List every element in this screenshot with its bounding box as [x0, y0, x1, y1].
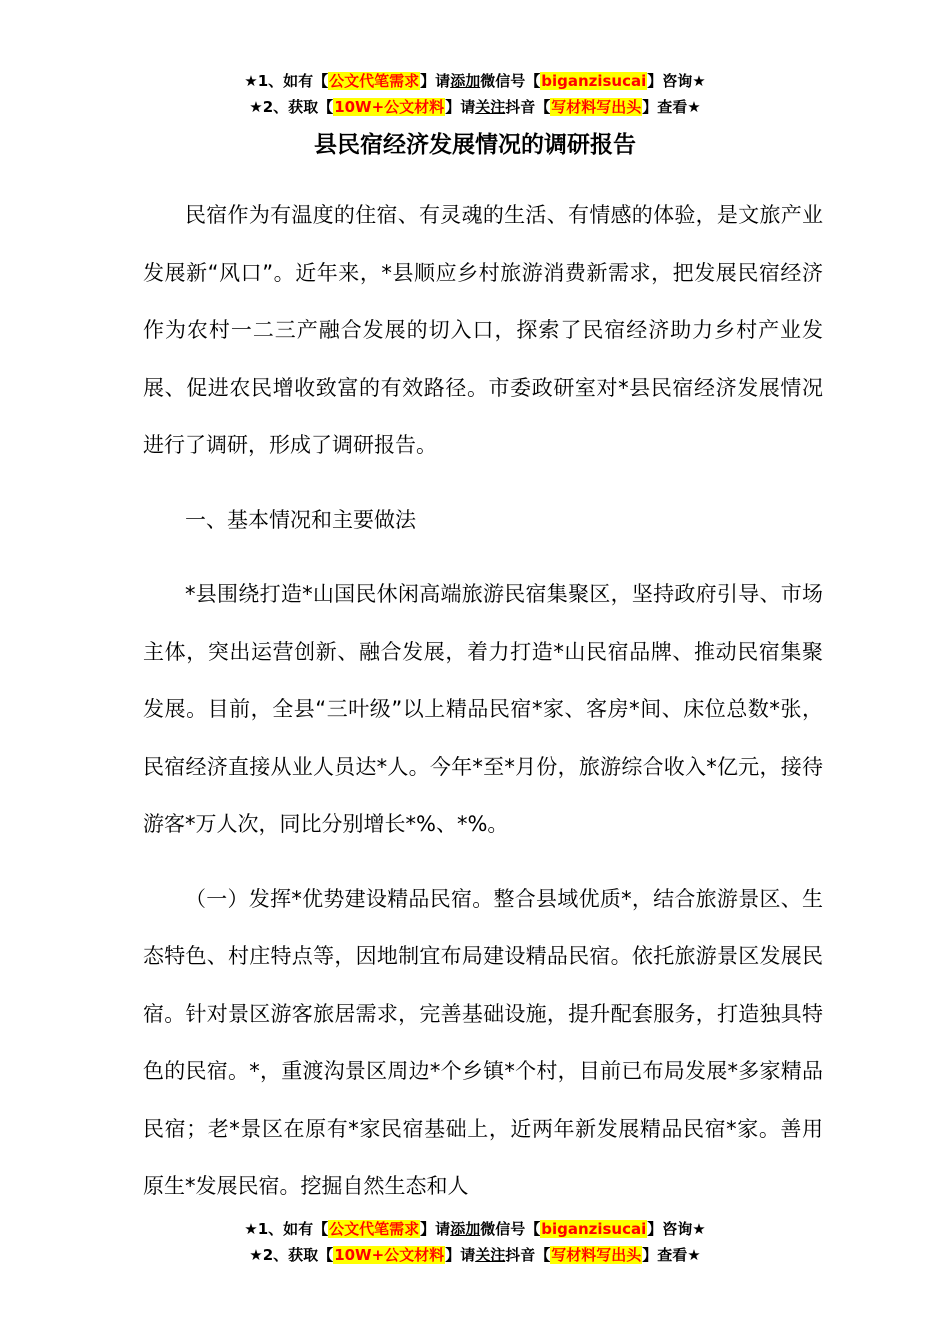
section-heading: 一、基本情况和主要做法	[185, 507, 416, 532]
promo-banner-bottom	[0, 1216, 950, 1268]
promo-text: 】查看★	[642, 1246, 701, 1264]
promo-text: 】咨询★	[647, 72, 706, 90]
promo-line-1	[0, 68, 950, 94]
promo-text: 微信号【	[480, 1220, 541, 1238]
promo-text: ★2、获取【	[249, 98, 334, 116]
document-title: 县民宿经济发展情况的调研报告	[314, 132, 636, 158]
promo-text: 】咨询★	[647, 1220, 706, 1238]
wechat-id: biganzisucai	[541, 1220, 647, 1238]
wechat-id: biganzisucai	[541, 72, 647, 90]
emphasis-text: 添加	[450, 1220, 481, 1238]
promo-line-2	[0, 94, 950, 120]
emphasis-text: 关注	[475, 98, 506, 116]
promo-line-2	[0, 1242, 950, 1268]
promo-text: 】请	[420, 1220, 451, 1238]
promo-text: 】请	[420, 72, 451, 90]
promo-text: ★1、如有【	[244, 1220, 329, 1238]
paragraph-subsection-1: （一）发挥*优势建设精品民宿。整合县域优质*，结合旅游景区、生态特色、村庄特点等，因地制宜布局建设精品民宿。依托旅游景区发展民宿。针对景区游客旅居需求，完善基础设施，提升配套服务，打造独具特色的民宿。*，重渡沟景区周边*个乡镇*个村，目前已布局发展*多家精品民宿；老*景区在原有*家民宿基础上，近两年新发展精品民宿*家。善用原生*发展民宿。挖掘自然生态和人	[143, 886, 823, 1198]
promo-banner-top	[0, 68, 950, 120]
douyin-account: 写材料写出头	[551, 1246, 642, 1264]
highlight-text: 公文代笔需求	[329, 72, 420, 90]
promo-text: 抖音【	[505, 1246, 551, 1264]
highlight-text: 10W+公文材料	[334, 1246, 445, 1264]
document-body	[143, 187, 823, 1216]
emphasis-text: 关注	[475, 1246, 506, 1264]
promo-text: ★2、获取【	[249, 1246, 334, 1264]
promo-text: 抖音【	[505, 98, 551, 116]
promo-text: 】查看★	[642, 98, 701, 116]
paragraph-intro: 民宿作为有温度的住宿、有灵魂的生活、有情感的体验，是文旅产业发展新“风口”。近年来，*县顺应乡村旅游消费新需求，把发展民宿经济作为农村一二三产融合发展的切入口，探索了民宿经济助力乡村产业发展、促进农民增收致富的有效路径。市委政研室对*县民宿经济发展情况进行了调研，形成了调研报告。	[143, 203, 823, 457]
douyin-account: 写材料写出头	[551, 98, 642, 116]
promo-text: 微信号【	[480, 72, 541, 90]
promo-text: 】请	[445, 1246, 476, 1264]
paragraph-basic-situation: *县围绕打造*山国民休闲高端旅游民宿集聚区，坚持政府引导、市场主体，突出运营创新、融合发展，着力打造*山民宿品牌、推动民宿集聚发展。目前，全县“三叶级”以上精品民宿*家、客房*间、床位总数*张，民宿经济直接从业人员达*人。今年*至*月份，旅游综合收入*亿元，接待游客*万人次，同比分别增长*%、*%。	[143, 582, 823, 836]
emphasis-text: 添加	[450, 72, 481, 90]
highlight-text: 公文代笔需求	[329, 1220, 420, 1238]
promo-text: ★1、如有【	[244, 72, 329, 90]
highlight-text: 10W+公文材料	[334, 98, 445, 116]
promo-text: 】请	[445, 98, 476, 116]
promo-line-1	[0, 1216, 950, 1242]
